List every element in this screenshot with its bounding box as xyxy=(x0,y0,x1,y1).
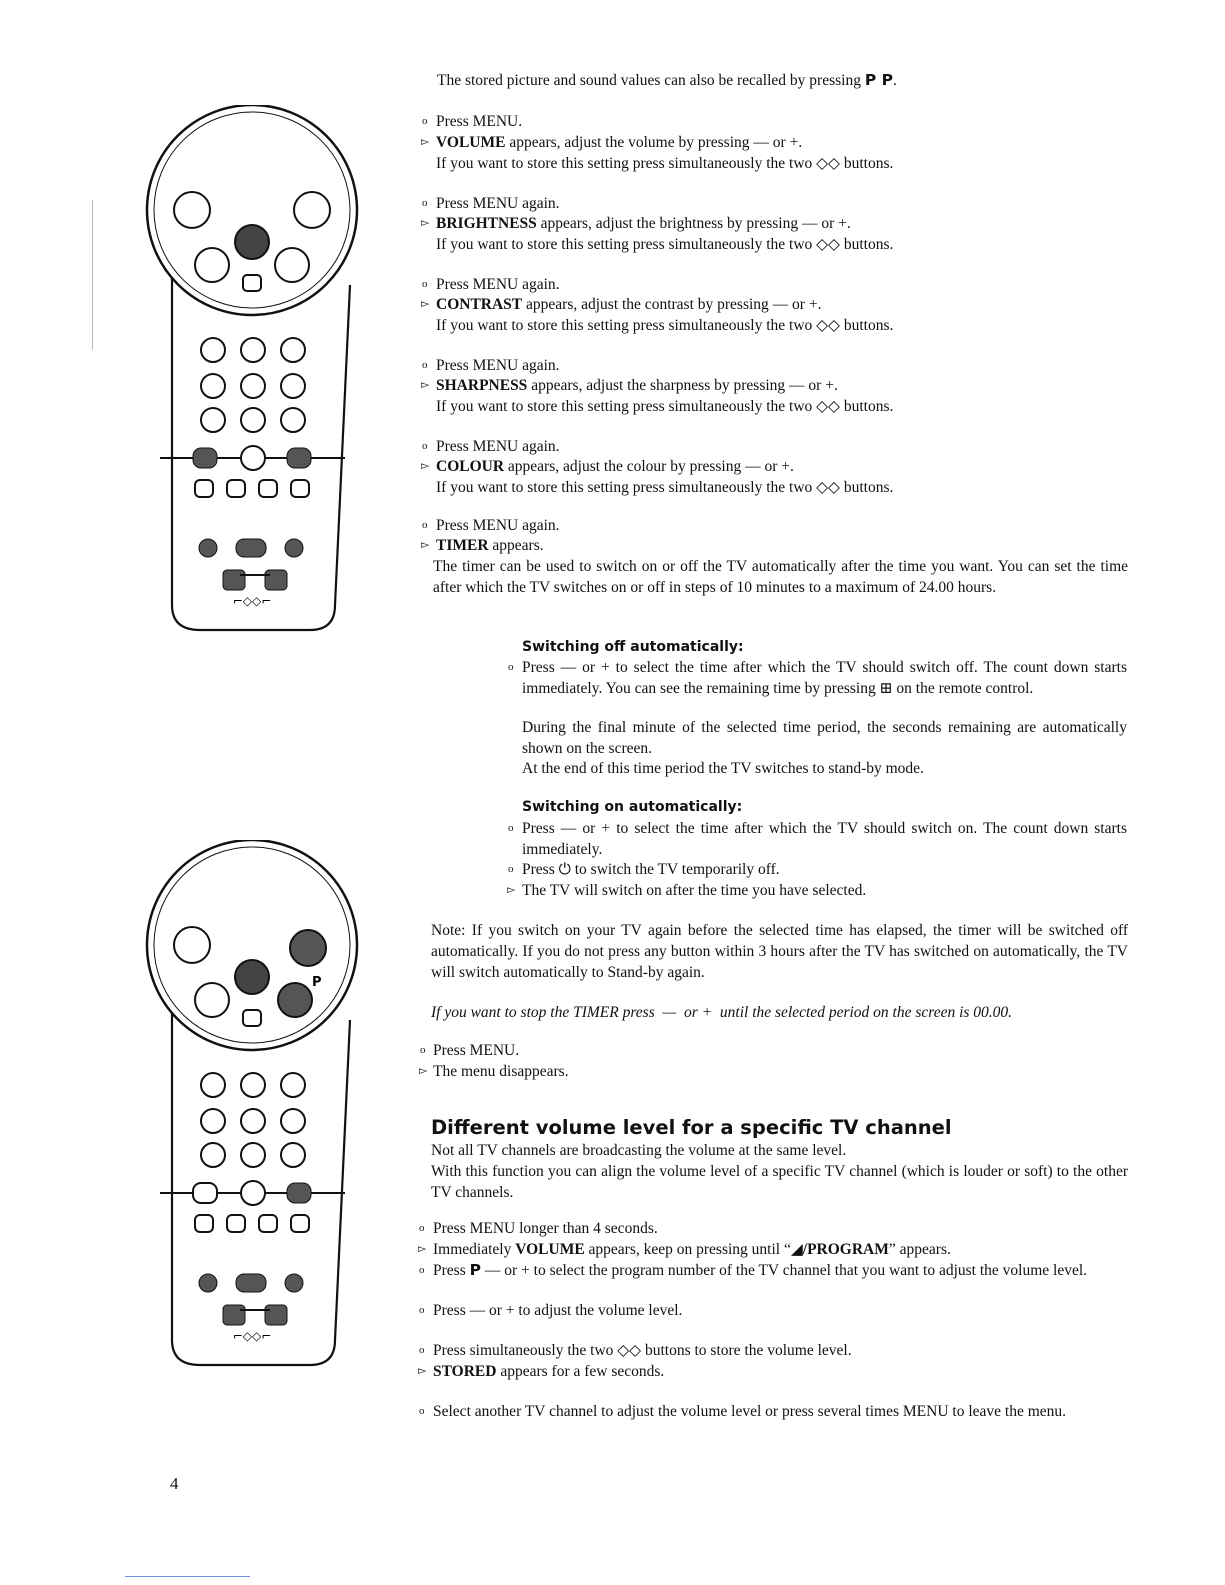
remote-button xyxy=(241,446,265,470)
dark-button xyxy=(199,1274,217,1292)
remote-illustration-top xyxy=(140,105,365,645)
remote-illustration-bottom xyxy=(140,840,365,1380)
power-button-icon xyxy=(235,960,269,994)
highlighted-button xyxy=(278,983,312,1017)
scan-artifact-line xyxy=(125,1576,250,1577)
remote-button xyxy=(193,1183,217,1203)
highlighted-button xyxy=(290,930,326,966)
remote-store-label: ⌐◇◇⌐ xyxy=(232,594,272,608)
timer-stop-instruction: If you want to stop the TIMER press — or + until the selected period on the screen is 00.00. xyxy=(431,1004,1013,1021)
timer-description: The timer can be used to switch on or off the TV automatically after the time you want. You can set the time after which the TV switches on or off in steps of 10 minutes to a maximum of 24.00 hours. xyxy=(433,558,1128,596)
dark-button xyxy=(236,1274,266,1292)
dark-button xyxy=(285,539,303,557)
dark-button xyxy=(223,1305,245,1325)
dark-button xyxy=(193,448,217,468)
timer-note: Note: If you switch on your TV again before the selected time has elapsed, the timer will be switched off automatically. If you do not press any button within 3 hours after the TV has switched on automatically, the TV will switch automatically to Stand-by again. xyxy=(431,922,1128,981)
remote-store-label: ⌐◇◇⌐ xyxy=(232,1329,272,1343)
dark-button xyxy=(285,1274,303,1292)
section-title: Different volume level for a specific TV channel xyxy=(431,1116,952,1139)
program-p-label: P xyxy=(312,975,322,990)
scan-margin-line xyxy=(92,200,93,350)
dark-button xyxy=(223,570,245,590)
dark-button xyxy=(265,1305,287,1325)
page-number: 4 xyxy=(170,1474,179,1493)
dark-button xyxy=(265,570,287,590)
dark-button xyxy=(199,539,217,557)
dark-button xyxy=(287,1183,311,1203)
dark-button xyxy=(236,539,266,557)
intro-line: The stored picture and sound values can also be recalled by pressing P P. xyxy=(437,71,897,89)
remote-dial xyxy=(147,105,357,315)
dark-button xyxy=(287,448,311,468)
remote-button xyxy=(241,1181,265,1205)
power-button-icon xyxy=(235,225,269,259)
switching-on-heading: Switching on automatically: xyxy=(522,799,743,815)
switching-off-heading: Switching off automatically: xyxy=(522,639,744,655)
